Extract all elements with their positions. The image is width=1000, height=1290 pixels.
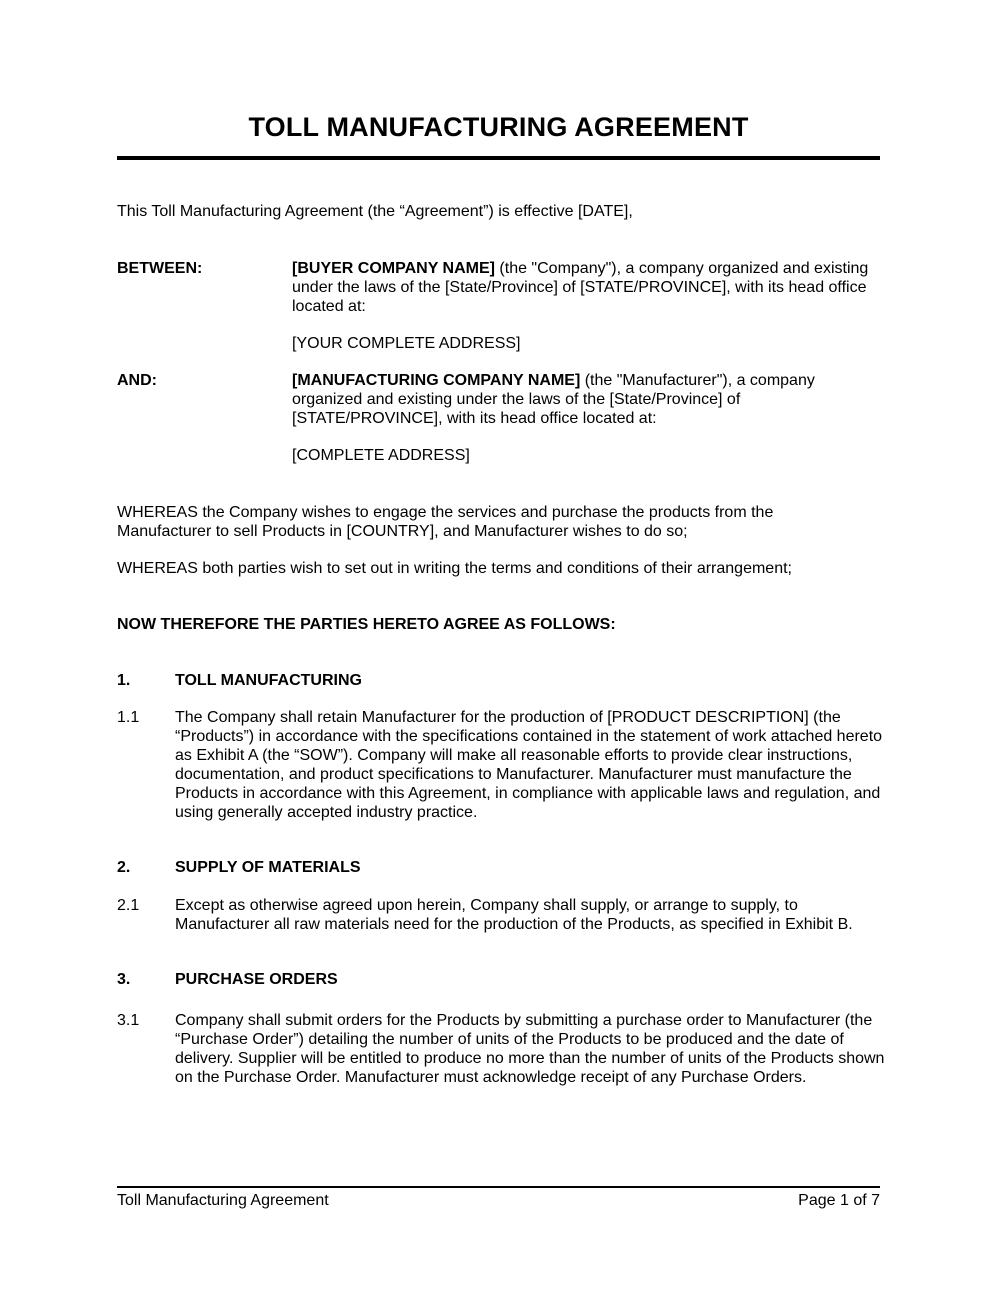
clause-text: Company shall submit orders for the Products by submitting a purchase order to Manufacturer (the “Purchase Order”) detailing the number of units of the Products to be produced and the date of delivery. Supplier will be entitled to produce no more than the number of units of the Products shown on the Purchase Order. Manufacturer must acknowledge receipt of any Purchase Orders. [175,1012,885,1086]
manufacturer-company-name: [MANUFACTURING COMPANY NAME] [292,372,581,389]
section-heading: TOLL MANUFACTURING [175,672,362,689]
clause-number: 2.1 [117,897,140,914]
footer-document-title: Toll Manufacturing Agreement [117,1192,329,1209]
now-therefore-heading: NOW THEREFORE THE PARTIES HERETO AGREE AS FOLLOWS: [117,616,616,633]
and-party-block [292,371,852,428]
section-number: 2. [117,859,131,876]
and-label: AND: [117,372,157,389]
clause-text: Except as otherwise agreed upon herein, Company shall supply, or arrange to supply, to Manufacturer all raw materials need for the production of the Products, as specified in Exhibit B. [175,897,853,933]
clause-text: The Company shall retain Manufacturer for the production of [PRODUCT DESCRIPTION] (the “Products”) in accordance with the specifications contained in the statement of work attached hereto as Exhibit A (the “SOW”). Company will make all reasonable efforts to provide clear instructions, documentation, and product specifications to Manufacturer. Manufacturer must manufacture the Products in accordance with this Agreement, in compliance with applicable laws and regulation, and using generally accepted industry practice. [175,709,883,821]
between-label: BETWEEN: [117,260,203,277]
footer-divider [117,1186,880,1188]
whereas-paragraph-1: WHEREAS the Company wishes to engage the services and purchase the products from the Manufacturer to sell Products in [COUNTRY], and Manufacturer wishes to do so; [117,504,774,540]
clause-number: 3.1 [117,1012,140,1029]
section-number: 1. [117,672,131,689]
intro-paragraph: This Toll Manufacturing Agreement (the “Agreement”) is effective [DATE], [117,203,633,220]
clause-number: 1.1 [117,709,140,726]
footer-page-number: Page 1 of 7 [798,1192,880,1209]
document-title: TOLL MANUFACTURING AGREEMENT [248,112,749,142]
whereas-paragraph-2: WHEREAS both parties wish to set out in writing the terms and conditions of their arrangement; [117,560,792,577]
buyer-address: [YOUR COMPLETE ADDRESS] [292,335,521,352]
buyer-company-description: (the "Company"), a company organized and existing under the laws of the [State/Province] of [STATE/PROVINCE], with its head office located at: [292,260,869,315]
section-heading: PURCHASE ORDERS [175,971,338,988]
manufacturer-address: [COMPLETE ADDRESS] [292,447,470,464]
between-party-block [292,259,892,316]
manufacturer-company-description: (the "Manufacturer"), a company organized and existing under the laws of the [State/Province] of [STATE/PROVINCE], with its head office located at: [292,372,815,427]
section-heading: SUPPLY OF MATERIALS [175,859,361,876]
section-number: 3. [117,971,131,988]
buyer-company-name: [BUYER COMPANY NAME] [292,260,495,277]
title-divider [117,156,880,160]
